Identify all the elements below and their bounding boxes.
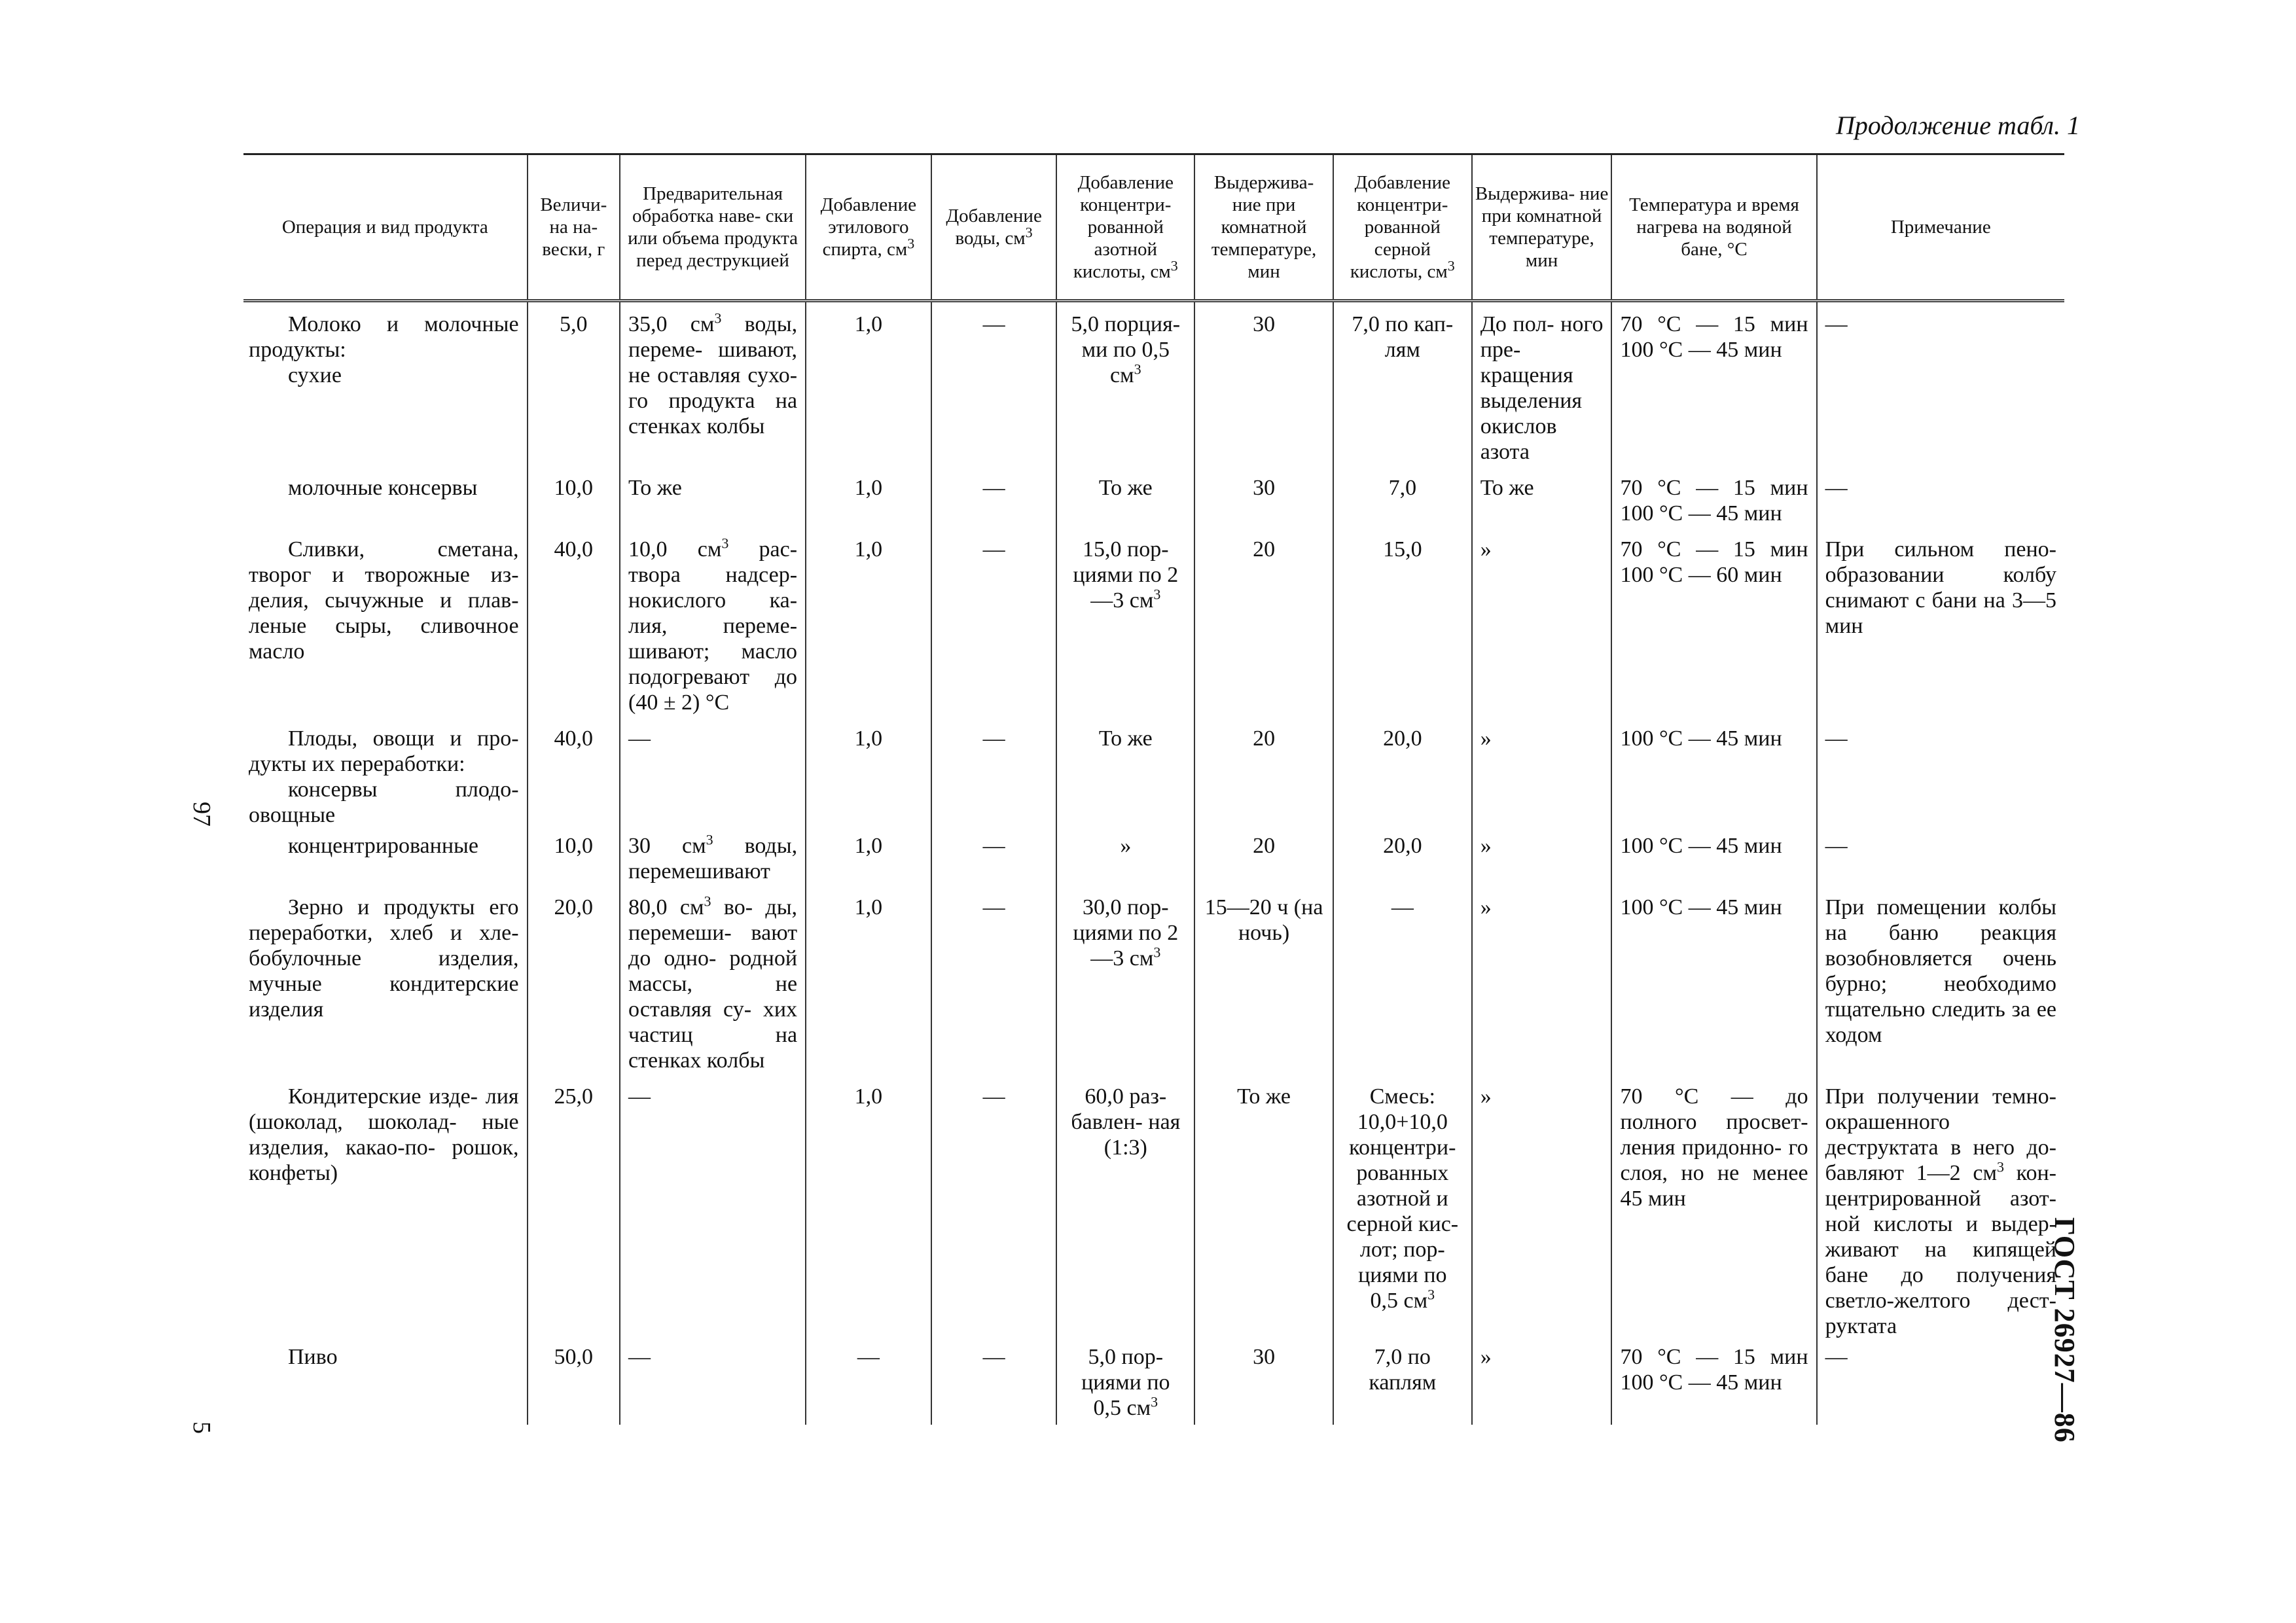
product-name: сухие [288, 363, 342, 387]
sulfuric-acid-cell: 7,0 по кап- лям [1333, 310, 1472, 474]
note-cell: При помещении колбы на баню реакция возобновляется очень бурно; необходимо тщательно следить за ее ходом [1817, 893, 2064, 1082]
mass-cell: 10,0 [528, 832, 620, 893]
hold-time-1-cell: 20 [1194, 724, 1333, 832]
heating-cell: 100 °С — 45 мин [1611, 832, 1816, 893]
header-cell: Добавление воды, $см^3$ [931, 154, 1057, 301]
page-number-bottom: 5 [188, 1421, 215, 1434]
operation-cell [243, 535, 528, 724]
table-row [243, 474, 2064, 535]
hold-time-2-cell: » [1472, 535, 1612, 724]
pretreatment-cell: То же [620, 474, 806, 535]
pretreatment-cell: 30 $см^3$ воды, перемешивают [620, 832, 806, 893]
header-cell: Температура и время нагрева на водяной бане, °С [1611, 154, 1816, 301]
pretreatment-cell: — [620, 724, 806, 832]
note-cell: — [1817, 724, 2064, 832]
note-cell: — [1817, 832, 2064, 893]
table-row [243, 1082, 2064, 1343]
nitric-acid-cell: » [1056, 832, 1194, 893]
mass-cell: 5,0 [528, 310, 620, 474]
header-cell: Выдержива- ние при комнатной температуре, мин [1194, 154, 1333, 301]
sulfuric-acid-cell: 7,0 по каплям [1333, 1343, 1472, 1425]
hold-time-1-cell: 15—20 ч (на ночь) [1194, 893, 1333, 1082]
hold-time-1-cell: То же [1194, 1082, 1333, 1343]
sulfuric-acid-cell: 15,0 [1333, 535, 1472, 724]
pretreatment-cell: 35,0 $см^3$ воды, переме- шивают, не оставляя сухо- го продукта на стенках колбы [620, 310, 806, 474]
operation-cell [243, 1343, 528, 1425]
table-row [243, 832, 2064, 893]
heating-cell: 70 °С — 15 мин 100 °С — 60 мин [1611, 535, 1816, 724]
operation-cell [243, 724, 528, 832]
water-cell: — [931, 893, 1057, 1082]
sulfuric-acid-cell: 20,0 [1333, 724, 1472, 832]
water-cell: — [931, 535, 1057, 724]
hold-time-1-cell: 20 [1194, 832, 1333, 893]
hold-time-1-cell: 30 [1194, 310, 1333, 474]
sulfuric-acid-cell: 20,0 [1333, 832, 1472, 893]
ethanol-cell: 1,0 [806, 832, 931, 893]
hold-time-2-cell: То же [1472, 474, 1612, 535]
table-row [243, 893, 2064, 1082]
continuation-label: Продолжение табл. 1 [1835, 111, 2080, 140]
heating-cell: 100 °С — 45 мин [1611, 893, 1816, 1082]
heating-cell: 100 °С — 45 мин [1611, 724, 1816, 832]
heating-cell: 70 °С — до полного просвет- ления придонно- го слоя, но не менее 45 мин [1611, 1082, 1816, 1343]
hold-time-2-cell: » [1472, 893, 1612, 1082]
hold-time-1-cell: 30 [1194, 1343, 1333, 1425]
note-cell: При получении темно-окрашенного деструктата в него до- бавляют 1—2 $см^3$ кон- центрированной азот- ной кислоты и выдер- живают на кипящей бане до получения светло-желтого дест- руктата [1817, 1082, 2064, 1343]
pretreatment-cell: — [620, 1082, 806, 1343]
header-cell: Примечание [1817, 154, 2064, 301]
sulfuric-acid-cell: Смесь: 10,0+10,0 концентри- рованных азотной и серной кис- лот; пор- циями по 0,5 $см^3$ [1333, 1082, 1472, 1343]
water-cell: — [931, 1343, 1057, 1425]
nitric-acid-cell: То же [1056, 474, 1194, 535]
group-heading: Плоды, овощи и про- дукты их переработки: [249, 726, 519, 776]
ethanol-cell: 1,0 [806, 724, 931, 832]
product-name: Сливки, сметана, творог и творожные из- делия, сычужные и плав- леные сыры, сливочное масло [249, 537, 519, 664]
page-number-top: 97 [188, 802, 215, 827]
note-cell: — [1817, 1343, 2064, 1425]
ethanol-cell: 1,0 [806, 474, 931, 535]
water-cell: — [931, 832, 1057, 893]
group-heading: Молоко и молочные продукты: [249, 312, 519, 362]
note-cell: — [1817, 474, 2064, 535]
header-cell: Выдержива- ние при комнатной температуре, мин [1472, 154, 1612, 301]
nitric-acid-cell: То же [1056, 724, 1194, 832]
operation-cell [243, 1082, 528, 1343]
table-row [243, 535, 2064, 724]
note-cell: При сильном пено- образовании колбу снимают с бани на 3—5 мин [1817, 535, 2064, 724]
product-name: консервы плодо- овощные [249, 777, 519, 827]
header-cell: Добавление концентри- рованной азотной кислоты, $см^3$ [1056, 154, 1194, 301]
mass-cell: 10,0 [528, 474, 620, 535]
nitric-acid-cell: 30,0 пор- циями по 2—3 $см^3$ [1056, 893, 1194, 1082]
mass-cell: 50,0 [528, 1343, 620, 1425]
heating-cell: 70 °С — 15 мин 100 °С — 45 мин [1611, 310, 1816, 474]
ethanol-cell: 1,0 [806, 310, 931, 474]
standard-number: ГОСТ 26927—86 [2049, 1217, 2081, 1443]
sulfuric-acid-cell: 7,0 [1333, 474, 1472, 535]
product-name: концентрированные [288, 834, 478, 858]
pretreatment-cell: 10,0 $см^3$ рас- твора надсер- нокислого ка- лия, переме- шивают; масло подогревают до (40 ± 2) °С [620, 535, 806, 724]
mass-cell: 40,0 [528, 724, 620, 832]
water-cell: — [931, 1082, 1057, 1343]
operation-cell [243, 832, 528, 893]
header-cell: Величи- на на- вески, г [528, 154, 620, 301]
ethanol-cell: 1,0 [806, 893, 931, 1082]
sulfuric-acid-cell: — [1333, 893, 1472, 1082]
header-cell: Добавление этилового спирта, $см^3$ [806, 154, 931, 301]
ethanol-cell: 1,0 [806, 1082, 931, 1343]
heating-cell: 70 °С — 15 мин 100 °С — 45 мин [1611, 474, 1816, 535]
mass-cell: 20,0 [528, 893, 620, 1082]
hold-time-1-cell: 20 [1194, 535, 1333, 724]
nitric-acid-cell: 15,0 пор- циями по 2—3 $см^3$ [1056, 535, 1194, 724]
hold-time-2-cell: » [1472, 724, 1612, 832]
nitric-acid-cell: 60,0 раз- бавлен- ная (1:3) [1056, 1082, 1194, 1343]
operation-cell [243, 310, 528, 474]
operation-cell [243, 474, 528, 535]
product-name: молочные консервы [288, 476, 478, 500]
pretreatment-cell: 80,0 $см^3$ во- ды, перемеши- вают до одно- родной массы, не оставляя су- хих частиц на стенках колбы [620, 893, 806, 1082]
hold-time-2-cell: » [1472, 1343, 1612, 1425]
header-cell: Добавление концентри- рованной серной кислоты, $см^3$ [1333, 154, 1472, 301]
procedure-table [243, 153, 2064, 1425]
water-cell: — [931, 474, 1057, 535]
product-name: Зерно и продукты его переработки, хлеб и хле- бобулочные изделия, мучные кондитерские изделия [249, 895, 519, 1022]
nitric-acid-cell: 5,0 порция- ми по 0,5 $см^3$ [1056, 310, 1194, 474]
header-cell: Предварительная обработка наве- ски или объема продукта перед деструкцией [620, 154, 806, 301]
ethanol-cell: 1,0 [806, 535, 931, 724]
product-name: Пиво [288, 1345, 338, 1369]
mass-cell: 25,0 [528, 1082, 620, 1343]
operation-cell [243, 893, 528, 1082]
nitric-acid-cell: 5,0 пор- циями по 0,5 $см^3$ [1056, 1343, 1194, 1425]
table-row [243, 1343, 2064, 1425]
mass-cell: 40,0 [528, 535, 620, 724]
hold-time-2-cell: » [1472, 832, 1612, 893]
pretreatment-cell: — [620, 1343, 806, 1425]
hold-time-2-cell: До пол- ного пре- кращения выделения окислов азота [1472, 310, 1612, 474]
note-cell: — [1817, 310, 2064, 474]
water-cell: — [931, 310, 1057, 474]
header-row [243, 154, 2064, 301]
header-cell: Операция и вид продукта [243, 154, 528, 301]
ethanol-cell: — [806, 1343, 931, 1425]
table-row [243, 310, 2064, 474]
hold-time-1-cell: 30 [1194, 474, 1333, 535]
hold-time-2-cell: » [1472, 1082, 1612, 1343]
water-cell: — [931, 724, 1057, 832]
product-name: Кондитерские изде- лия (шоколад, шоколад- ные изделия, какао-по- рошок, конфеты) [249, 1084, 519, 1185]
table-row [243, 724, 2064, 832]
heating-cell: 70 °С — 15 мин 100 °С — 45 мин [1611, 1343, 1816, 1425]
